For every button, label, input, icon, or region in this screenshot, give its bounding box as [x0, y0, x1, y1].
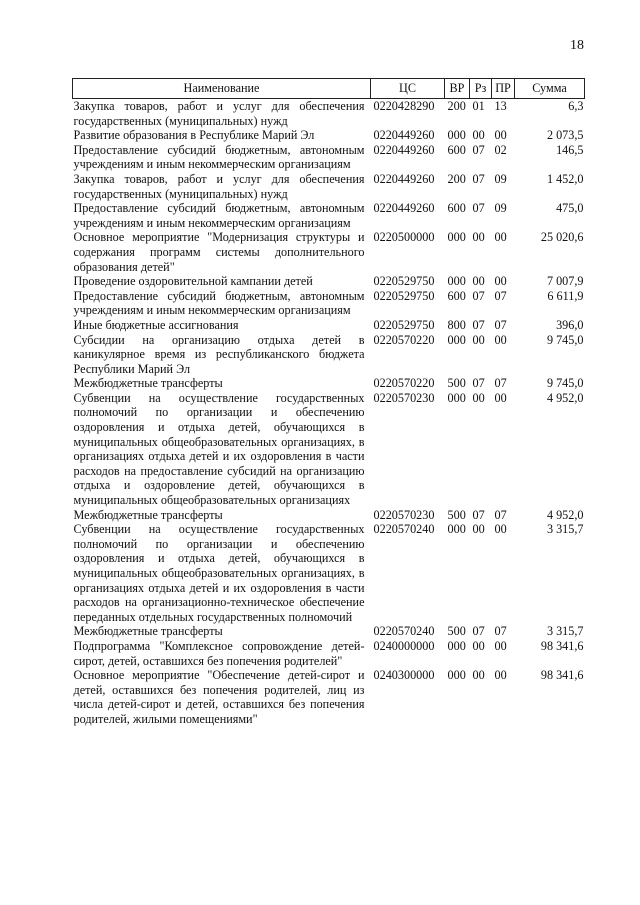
cell-name: Подпрограмма "Комплексное сопровождение детей-сирот, детей, оставшихся без попечения родителей": [73, 638, 365, 668]
cell-name: Субвенции на осуществление государственных полномочий по организации и обеспечению оздоровления и отдыха детей, обучающихся в муниципальных общеобразовательных организациях, в организациях отдыха детей и их оздоровления в части расходов на предоставление субсидий на организацию отдыха и оздоровление детей, обучающихся в муниципальных общеобразовательных организациях: [73, 390, 365, 508]
cell-pr: 00: [494, 668, 507, 683]
table-row: [73, 230, 585, 274]
cell-pr: 07: [494, 376, 507, 391]
cell-sum: 9 745,0: [546, 376, 584, 391]
cell-rz: 00: [472, 274, 485, 289]
cell-sum: 7 007,9: [546, 274, 584, 289]
cell-cs: 0220529750: [373, 317, 435, 332]
cell-pr: 00: [494, 128, 507, 143]
table-row: [73, 522, 585, 624]
cell-name: Межбюджетные трансферты: [73, 624, 223, 639]
cell-rz: 00: [472, 390, 485, 405]
cell-vr: 500: [447, 624, 466, 639]
cell-rz: 07: [472, 317, 485, 332]
cell-sum: 3 315,7: [546, 522, 584, 537]
cell-sum: 6 611,9: [547, 288, 584, 303]
table-row: [73, 508, 585, 523]
table-row: [73, 143, 585, 172]
cell-rz: 00: [472, 668, 485, 683]
cell-cs: 0220529750: [373, 288, 435, 303]
cell-rz: 00: [472, 128, 485, 143]
cell-pr: 02: [494, 142, 507, 157]
cell-name: Межбюджетные трансферты: [73, 507, 223, 522]
table-header: [73, 79, 585, 99]
cell-sum: 2 073,5: [546, 128, 584, 143]
cell-pr: 13: [494, 99, 507, 113]
cell-rz: 07: [472, 171, 485, 186]
cell-vr: 000: [447, 668, 466, 683]
table-row: [73, 639, 585, 668]
cell-vr: 000: [447, 128, 466, 143]
cell-name: Предоставление субсидий бюджетным, автономным учреждениям и иным некоммерческим организациям: [73, 201, 365, 230]
cell-rz: 00: [472, 332, 485, 347]
cell-sum: 9 745,0: [546, 332, 584, 347]
cell-pr: 00: [494, 390, 507, 405]
table-row: [73, 289, 585, 318]
cell-vr: 600: [447, 201, 466, 216]
cell-cs: 0240300000: [373, 668, 435, 683]
cell-rz: 07: [472, 201, 485, 216]
cell-pr: 00: [494, 332, 507, 347]
cell-cs: 0220449260: [373, 201, 435, 216]
cell-cs: 0220570230: [373, 390, 435, 405]
cell-rz: 00: [472, 638, 485, 653]
cell-vr: 000: [447, 274, 466, 289]
cell-rz: 07: [472, 624, 485, 639]
cell-name: Проведение оздоровительной кампании детей: [73, 274, 313, 289]
cell-rz: 01: [472, 99, 485, 113]
table-row: [73, 99, 585, 129]
cell-cs: 0240000000: [373, 638, 435, 653]
cell-vr: 200: [447, 99, 466, 113]
cell-vr: 200: [447, 171, 466, 186]
cell-rz: 07: [472, 288, 485, 303]
cell-vr: 800: [447, 317, 466, 332]
header-cs: ЦС: [371, 79, 445, 99]
table-row: [73, 333, 585, 377]
header-rz: Рз: [470, 79, 492, 99]
table-row: [73, 274, 585, 289]
cell-name: Закупка товаров, работ и услуг для обеспечения государственных (муниципальных) нужд: [73, 99, 365, 128]
cell-rz: 07: [472, 376, 485, 391]
header-sum: Сумма: [515, 79, 585, 99]
cell-pr: 07: [494, 288, 507, 303]
cell-vr: 000: [447, 332, 466, 347]
cell-name: Основное мероприятие "Модернизация структуры и содержания программ системы дополнительного образования детей": [73, 230, 365, 274]
cell-sum: 146,5: [556, 142, 584, 157]
cell-name: Субсидии на организацию отдыха детей в каникулярное время из республиканского бюджета Республики Марий Эл: [73, 332, 365, 376]
cell-cs: 0220500000: [373, 230, 435, 245]
cell-vr: 500: [447, 507, 466, 522]
cell-cs: 0220449260: [373, 128, 435, 143]
cell-name: Закупка товаров, работ и услуг для обеспечения государственных (муниципальных) нужд: [73, 171, 365, 201]
cell-cs: 0220570220: [373, 332, 435, 347]
cell-name: Предоставление субсидий бюджетным, автономным учреждениям и иным некоммерческим организациям: [73, 142, 365, 172]
cell-rz: 07: [472, 142, 485, 157]
cell-rz: 07: [472, 507, 485, 522]
cell-pr: 07: [494, 317, 507, 332]
cell-cs: 0220570220: [373, 376, 435, 391]
cell-sum: 4 952,0: [546, 390, 584, 405]
cell-sum: 4 952,0: [546, 507, 584, 522]
table-row: [73, 376, 585, 391]
cell-cs: 0220570230: [373, 507, 435, 522]
cell-name: Межбюджетные трансферты: [73, 376, 223, 391]
cell-pr: 00: [494, 522, 507, 537]
budget-table: [72, 78, 585, 727]
cell-vr: 500: [447, 376, 466, 391]
cell-pr: 00: [494, 638, 507, 653]
page-number: 18: [570, 38, 584, 53]
cell-pr: 09: [494, 201, 507, 216]
cell-name: Развитие образования в Республике Марий Эл: [73, 128, 315, 143]
header-vr: ВР: [445, 79, 470, 99]
table-body: [73, 99, 585, 727]
cell-sum: 98 341,6: [540, 638, 584, 653]
cell-sum: 98 341,6: [540, 668, 584, 683]
table-row: [73, 201, 585, 230]
table-row: [73, 128, 585, 143]
table-row: [73, 318, 585, 333]
cell-cs: 0220449260: [373, 171, 435, 186]
table-row: [73, 391, 585, 508]
cell-rz: 00: [472, 522, 485, 537]
cell-vr: 600: [447, 288, 466, 303]
cell-sum: 25 020,6: [540, 230, 584, 245]
cell-vr: 000: [447, 230, 466, 245]
cell-sum: 1 452,0: [546, 171, 584, 186]
table-row: [73, 172, 585, 201]
table-row: [73, 624, 585, 639]
cell-name: Иные бюджетные ассигнования: [73, 317, 239, 332]
header-pr: ПР: [492, 79, 515, 99]
cell-cs: 0220570240: [373, 624, 435, 639]
cell-cs: 0220428290: [373, 99, 435, 113]
cell-sum: 6,3: [568, 99, 584, 113]
cell-cs: 0220529750: [373, 274, 435, 289]
cell-pr: 07: [494, 624, 507, 639]
cell-vr: 000: [447, 522, 466, 537]
cell-vr: 000: [447, 638, 466, 653]
header-name: Наименование: [73, 79, 371, 99]
cell-vr: 600: [447, 142, 466, 157]
cell-sum: 3 315,7: [546, 624, 584, 639]
cell-vr: 000: [447, 390, 466, 405]
table-row: [73, 668, 585, 726]
cell-pr: 00: [494, 230, 507, 245]
cell-name: Предоставление субсидий бюджетным, автономным учреждениям и иным некоммерческим организациям: [73, 288, 365, 318]
cell-cs: 0220449260: [373, 142, 435, 157]
cell-pr: 09: [494, 171, 507, 186]
cell-name: Субвенции на осуществление государственных полномочий по организации и обеспечению оздоровления и отдыха детей, обучающихся в муниципальных общеобразовательных организациях, в организациях отдыха детей и их оздоровления в части расходов на организационно-техническое обеспечение переданных отдельных государственных полномочий: [73, 522, 365, 624]
cell-rz: 00: [472, 230, 485, 245]
cell-sum: 475,0: [556, 201, 584, 216]
cell-name: Основное мероприятие "Обеспечение детей-сирот и детей, оставшихся без попечения родителей, лиц из числа детей-сирот и детей, оставшихся без попечения родителей, жилыми помещениями": [73, 668, 365, 726]
cell-sum: 396,0: [556, 317, 584, 332]
cell-pr: 07: [494, 507, 507, 522]
cell-cs: 0220570240: [373, 522, 435, 537]
cell-pr: 00: [494, 274, 507, 289]
